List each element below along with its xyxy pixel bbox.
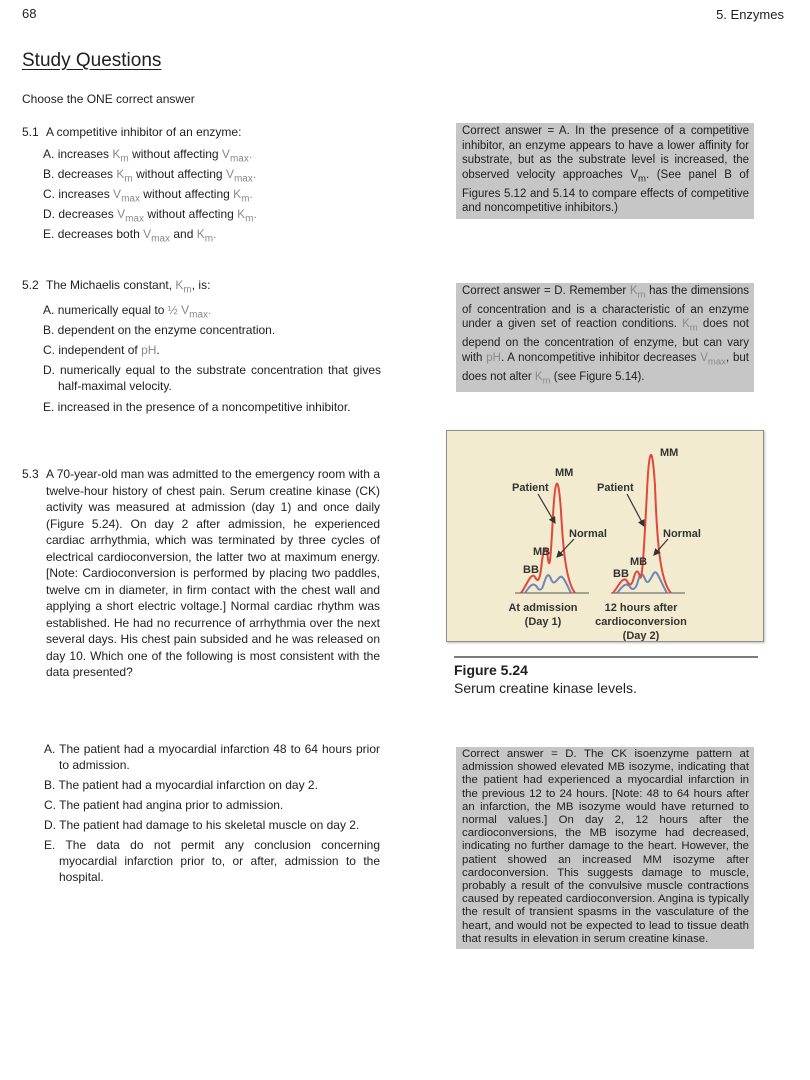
label-normal-day2: Normal bbox=[663, 528, 701, 540]
option-c: C. independent of pH. bbox=[43, 343, 160, 357]
answer-box-5-3: Correct answer = D. The CK isoenzyme pattern at admission showed elevated MB isozyme, indicating that the patient had experienced a myocardial infarction in the previous 12 to 24 hours. [Note: 48 to 64 hours after an infarction, the MB isozyme would have returned to normal values.] On day 2, 12 hours after the cardioconversions, the MB isozyme had decreased, indicating no further damage to the heart. However, the patient showed an increased MM isozyme after cardoconversion. This suggests damage to muscle, probably a result of the convulsive muscle contractions caused by repeated cardioconversion. Angina is typically the result of transient spasms in the vasculature of the heart, and would not be expected to lead to tissue death that results in elevation in serum creatine kinase. bbox=[456, 747, 754, 949]
option-e: E. increased in the presence of a noncompetitive inhibitor. bbox=[43, 400, 351, 414]
label-at-admission: At admission bbox=[508, 602, 578, 614]
label-mm-day2: MM bbox=[660, 447, 679, 459]
label-mm-day1: MM bbox=[555, 467, 574, 479]
label-day2: (Day 2) bbox=[622, 630, 660, 641]
option-b: B. The patient had a myocardial infarction on day 2. bbox=[44, 778, 318, 792]
question-number: 5.1 bbox=[22, 125, 39, 139]
arrow-patient-day2 bbox=[627, 494, 644, 526]
label-mb-day2: MB bbox=[630, 556, 648, 568]
question-text: A competitive inhibitor of an enzyme: bbox=[46, 125, 242, 139]
figure-panel bbox=[446, 430, 764, 642]
figure-number: Figure 5.24 bbox=[454, 662, 528, 678]
option-e: E. The data do not permit any conclusion concerning myocardial infarction prior to, or after, admission to the hospital. bbox=[44, 838, 380, 884]
option-a: A. The patient had a myocardial infarction 48 to 64 hours prior to admission. bbox=[44, 742, 380, 772]
label-mb-day1: MB bbox=[533, 546, 551, 558]
label-cardioconversion: cardioconversion bbox=[595, 616, 687, 628]
arrow-normal-day2 bbox=[654, 539, 668, 555]
label-bb-day2: BB bbox=[613, 568, 629, 580]
option-a: A. increases $K_m$ without affecting $V_{max}$. bbox=[43, 147, 253, 165]
option-b: B. decreases $K_m$ without affecting $V_{max}$. bbox=[43, 167, 257, 185]
question-5-2-options bbox=[43, 302, 381, 415]
ck-isoenzyme-diagram bbox=[447, 431, 763, 641]
section-title: Study Questions bbox=[22, 50, 162, 71]
question-5-1-stem bbox=[22, 124, 382, 141]
question-text: A 70-year-old man was admitted to the emergency room with a twelve-hour history of chest pain. Serum creatine kinase (CK) activity was measured at admission (day 1) and once daily (Figure 5.24). On day 2 after admission, he experienced cardiac arrhythmia, which was terminated by three cycles of electrical cardioconversion, the latter two at maximum energy. [Note: Cardioconversion is performed by placing two paddles, twelve cm in diameter, in firm contact with the chest wall and applying a short electric voltage.] Normal cardiac rhythm was established. He had no recurrence of arrhythmia over the next several days. His chest pain subsided and he was released on day 10. Which one of the following is most consistent with the data presented? bbox=[46, 467, 380, 679]
chapter-title: 5. Enzymes bbox=[716, 7, 784, 22]
option-a: A. numerically equal to ½ $V_{max}$. bbox=[43, 303, 212, 321]
label-patient-day1: Patient bbox=[512, 482, 549, 494]
label-patient-day2: Patient bbox=[597, 482, 634, 494]
figure-caption: Serum creatine kinase levels. bbox=[454, 680, 637, 696]
option-d: D. decreases $V_{max}$ without affecting $K_m$. bbox=[43, 207, 257, 225]
answer-box-5-1: Correct answer = A. In the presence of a competitive inhibitor, an enzyme appears to have a lower affinity for substrate, but as the substrate level is increased, the observed velocity approaches $V_m$. (See panel B of Figures 5.12 and 5.14 to compare effects of competitive and noncompetitive inhibitors.) bbox=[456, 123, 754, 219]
question-5-3-stem bbox=[22, 466, 380, 681]
instructions: Choose the ONE correct answer bbox=[22, 92, 195, 106]
option-c: C. increases $V_{max}$ without affecting $K_m$. bbox=[43, 187, 253, 205]
option-b: B. dependent on the enzyme concentration. bbox=[43, 323, 276, 337]
question-number: 5.2 bbox=[22, 278, 39, 292]
option-d: D. The patient had damage to his skeletal muscle on day 2. bbox=[44, 818, 360, 832]
patient-curve-day1 bbox=[521, 484, 575, 593]
figure-5-24 bbox=[444, 428, 764, 698]
figure-divider bbox=[454, 656, 758, 658]
question-5-2-stem: 5.2 The Michaelis constant, $K_m$, is: bbox=[22, 278, 211, 296]
label-day1: (Day 1) bbox=[524, 616, 562, 628]
page-number: 68 bbox=[22, 6, 37, 21]
answer-box-5-2: Correct answer = D. Remember $K_m$ has the dimensions of concentration and is a characteristic of an enzyme under a given set of reaction conditions. $K_m$ does not depend on the concentration of enzyme, but can vary with pH. A noncompetitive inhibitor decreases $V_{max}$, but does not alter $K_m$ (see Figure 5.14). bbox=[456, 283, 754, 392]
normal-curve-day1 bbox=[525, 575, 571, 593]
question-5-1-options bbox=[43, 146, 383, 246]
arrow-normal-day1 bbox=[557, 539, 574, 557]
label-normal-day1: Normal bbox=[569, 528, 607, 540]
option-e: E. decreases both $V_{max}$ and $K_m$. bbox=[43, 227, 217, 245]
option-d: D. numerically equal to the substrate concentration that gives half-maximal velocity. bbox=[43, 363, 381, 393]
question-5-3-options bbox=[44, 741, 380, 885]
question-number: 5.3 bbox=[22, 467, 39, 481]
option-c: C. The patient had angina prior to admission. bbox=[44, 798, 284, 812]
label-12-hours-after: 12 hours after bbox=[604, 602, 678, 614]
label-bb-day1: BB bbox=[523, 564, 539, 576]
